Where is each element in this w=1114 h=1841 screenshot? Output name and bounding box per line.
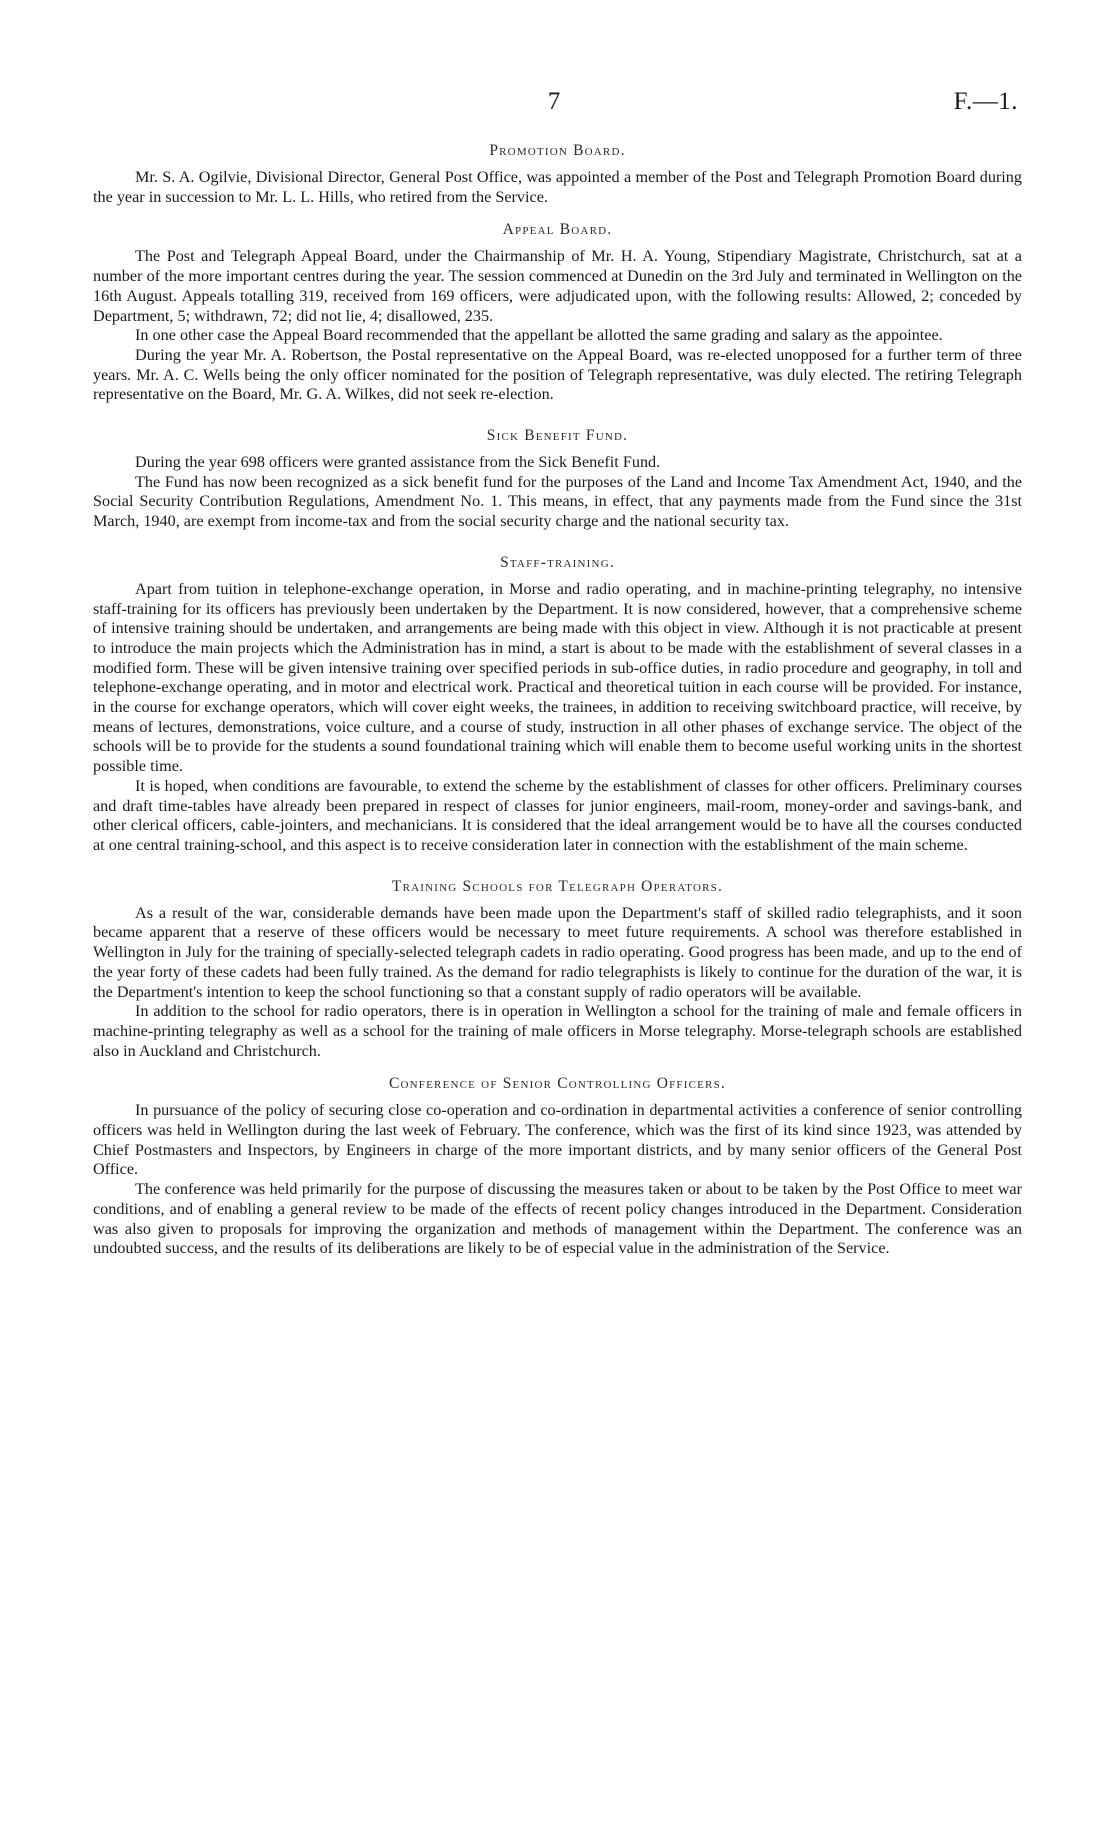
section-heading: Training Schools for Telegraph Operators. bbox=[391, 877, 724, 895]
paragraph: During the year 698 officers were granted assistance from the Sick Benefit Fund. bbox=[135, 453, 661, 472]
paragraph: The Fund has now been recognized as a sick benefit fund for the purposes of the Land and Income Tax Amendment Act, 1940, and the Social Security Contribution Regulations, Amendment No. 1. This means, in effect, that any payments made from the Fund since the 31st March, 1940, are exempt from income-tax and from the social security charge and the national security tax. bbox=[93, 472, 1022, 531]
section-heading: Sick Benefit Fund. bbox=[486, 427, 629, 445]
paragraph: In one other case the Appeal Board recommended that the appellant be allotted the same grading and salary as the appointee. bbox=[135, 326, 943, 345]
section-conference bbox=[93, 1075, 1022, 1259]
document-reference: F.—1. bbox=[953, 88, 1018, 115]
page-body bbox=[93, 142, 1022, 1273]
section-training-schools bbox=[93, 878, 1022, 1062]
paragraph: The Post and Telegraph Appeal Board, under the Chairmanship of Mr. H. A. Young, Stipendiary Magistrate, Christchurch, sat at a number of the more important centres during the year. The session commenced at Dunedin on the 3rd July and terminated in Wellington on the 16th August. Appeals totalling 319, received from 169 officers, were adjudicated upon, with the following results: Allowed, 2; conceded by Department, 5; withdrawn, 72; did not lie, 4; disallowed, 235. bbox=[93, 247, 1022, 325]
section-heading: Conference of Senior Controlling Officers. bbox=[388, 1075, 726, 1093]
section-staff-training bbox=[93, 554, 1022, 856]
paragraph: The conference was held primarily for the purpose of discussing the measures taken or about to be taken by the Post Office to meet war conditions, and of enabling a general review to be made of the effects of recent policy changes introduced in the Department. Consideration was also given to proposals for improving the organization and methods of management within the Department. The conference was an undoubted success, and the results of its deliberations are likely to be of especial value in the administration of the Service. bbox=[93, 1180, 1022, 1258]
paragraph: During the year Mr. A. Robertson, the Postal representative on the Appeal Board, was re-elected unopposed for a further term of three years. Mr. A. C. Wells being the only officer nominated for the position of Telegraph representative, was duly elected. The retiring Telegraph representative on the Board, Mr. G. A. Wilkes, did not seek re-election. bbox=[93, 345, 1022, 404]
paragraph: In pursuance of the policy of securing close co-operation and co-ordination in departmental activities a conference of senior controlling officers was held in Wellington during the last week of February. The conference, which was the first of its kind since 1923, was attended by Chief Postmasters and Inspectors, by Engineers in charge of the more important districts, and by many senior officers of the General Post Office. bbox=[93, 1101, 1022, 1179]
page-header bbox=[90, 88, 1018, 118]
paragraph: In addition to the school for radio operators, there is in operation in Wellington a school for the training of male and female officers in machine-printing telegraphy as well as a school for the training of male officers in Morse telegraphy. Morse-telegraph schools are established also in Auckland and Christchurch. bbox=[93, 1002, 1022, 1060]
paragraph: Mr. S. A. Ogilvie, Divisional Director, General Post Office, was appointed a member of the Post and Telegraph Promotion Board during the year in succession to Mr. L. L. Hills, who retired from the Service. bbox=[93, 168, 1022, 206]
section-heading: Appeal Board. bbox=[502, 221, 613, 239]
section-heading: Staff-training. bbox=[500, 553, 615, 571]
section-appeal-board bbox=[93, 221, 1022, 405]
section-heading: Promotion Board. bbox=[489, 142, 626, 159]
paragraph: It is hoped, when conditions are favourable, to extend the scheme by the establishment of classes for other officers. Preliminary courses and draft time-tables have already been prepared in respect of classes for junior engineers, mail-room, money-order and savings-bank, and other clerical officers, cable-jointers, and mechanicians. It is considered that the ideal arrangement would be to have all the courses conducted at one central training-school, and this aspect is to receive consideration later in connection with the establishment of the main scheme. bbox=[93, 776, 1022, 854]
section-promotion-board bbox=[93, 142, 1022, 207]
page-number: 7 bbox=[547, 88, 561, 115]
paragraph: Apart from tuition in telephone-exchange operation, in Morse and radio operating, and in machine-printing telegraphy, no intensive staff-training for its officers has previously been undertaken by the Department. It is now considered, however, that a comprehensive scheme of intensive training should be undertaken, and arrangements are being made with this object in view. Although it is not practicable at present to introduce the main projects which the Administration has in mind, a start is about to be made with the establishment of several classes in a modified form. These will be given intensive training over specified periods in sub-office duties, in radio procedure and geography, in toll and telephone-exchange operating, and in motor and electrical work. Practical and theoretical tuition in each course will be provided. For instance, in the course for exchange operators, which will cover eight weeks, the trainees, in addition to receiving switchboard practice, will receive, by means of lectures, demonstrations, voice culture, and a course of study, instruction in all other phases of exchange service. The object of the schools will be to provide for the students a sound foundational training which will enable them to become useful working units in the shortest possible time. bbox=[93, 579, 1022, 776]
paragraph: As a result of the war, considerable demands have been made upon the Department's staff of skilled radio telegraphists, and it soon became apparent that a reserve of these officers would be necessary to meet future requirements. A school was therefore established in Wellington in July for the training of specially-selected telegraph cadets in radio operating. Good progress has been made, and up to the end of the year forty of these cadets had been fully trained. As the demand for radio telegraphists is likely to continue for the duration of the war, it is the Department's intention to keep the school functioning so that a constant supply of radio operators will be available. bbox=[93, 903, 1022, 1001]
section-sick-benefit-fund bbox=[93, 427, 1022, 532]
